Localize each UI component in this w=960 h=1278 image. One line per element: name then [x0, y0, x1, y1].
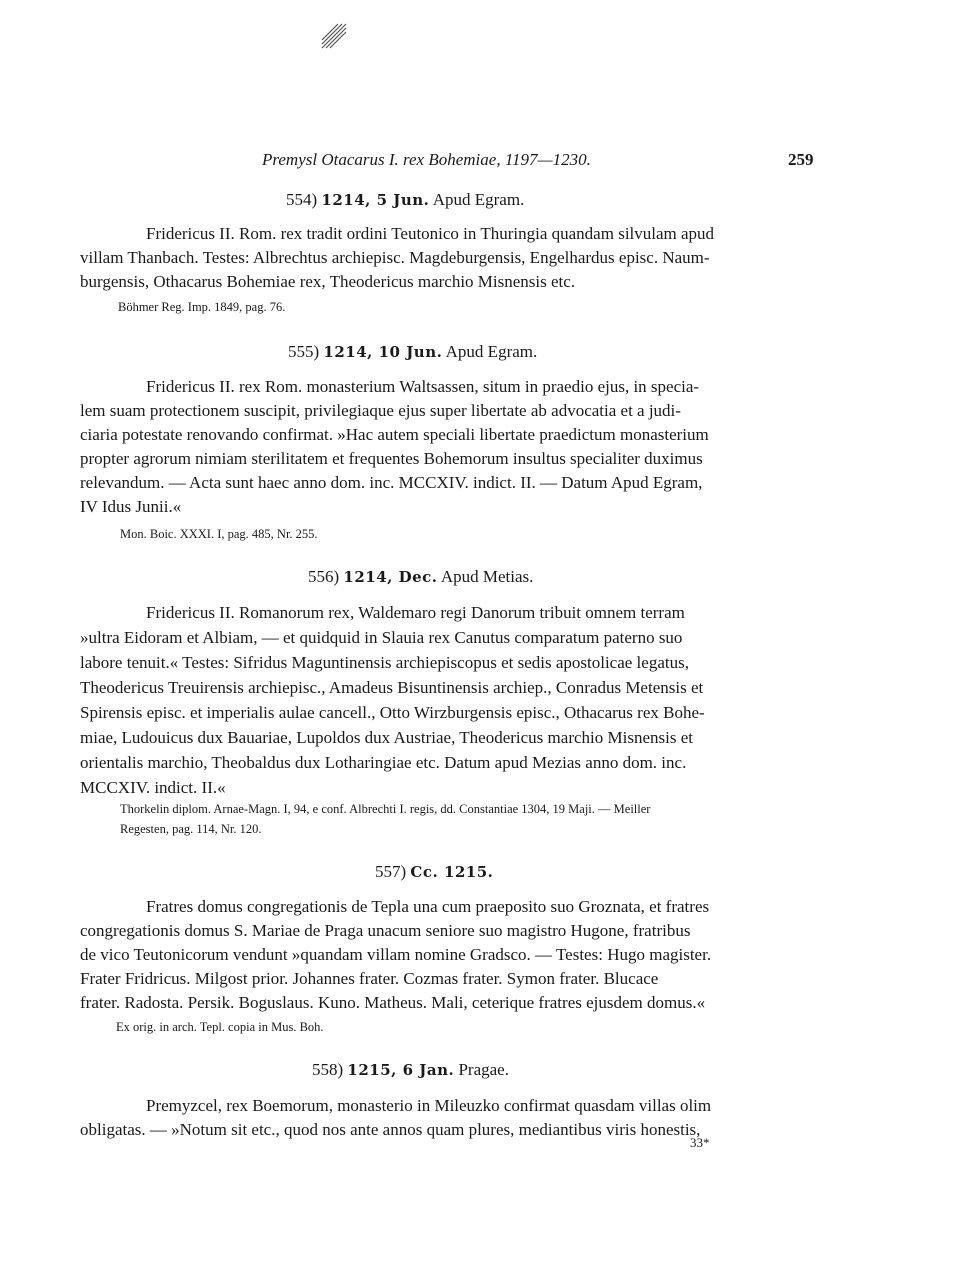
- signature-mark: 33*: [690, 1135, 710, 1150]
- text-line: labore tenuit.« Testes: Sifridus Maguntinensis archiepiscopus et sedis apostolicae legatus,: [80, 653, 689, 672]
- text-line: Frater Fridricus. Milgost prior. Johannes frater. Cozmas frater. Symon frater. Blucace: [80, 969, 659, 988]
- text-line: orientalis marchio, Theobaldus dux Lotharingiae etc. Datum apud Mezias anno dom. inc.: [80, 753, 687, 772]
- text-line: IV Idus Junii.«: [80, 497, 182, 516]
- source-citation: Böhmer Reg. Imp. 1849, pag. 76.: [118, 300, 286, 314]
- text-line: congregationis domus S. Mariae de Praga unacum seniore suo magistro Hugone, fratribus: [80, 921, 691, 940]
- source-citation: Mon. Boic. XXXI. I, pag. 485, Nr. 255.: [120, 527, 318, 541]
- text-line: miae, Ludouicus dux Bauariae, Lupoldos dux Austriae, Theodericus marchio Misnensis et: [80, 728, 693, 747]
- text-line: Fratres domus congregationis de Tepla una cum praeposito suo Groznata, et fratres: [146, 897, 710, 916]
- text-line: relevandum. — Acta sunt haec anno dom. inc. MCCXIV. indict. II. — Datum Apud Egram,: [80, 473, 703, 492]
- text-line: ciaria potestate renovando confirmat. »Hac autem speciali libertate praedictum monasterium: [80, 425, 709, 444]
- page-number: 259: [788, 150, 814, 169]
- entry-heading: 558) 1215, 6 Jan. Pragae.: [312, 1060, 509, 1079]
- text-line: de vico Teutonicorum vendunt »quandam villam nomine Gradsco. — Testes: Hugo magister.: [80, 945, 712, 964]
- text-line: Theodericus Treuirensis archiepisc., Amadeus Bisuntinensis archiep., Conradus Metensis et: [80, 678, 704, 697]
- text-line: MCCXIV. indict. II.«: [80, 778, 226, 797]
- text-line: Fridericus II. Romanorum rex, Waldemaro regi Danorum tribuit omnem terram: [146, 603, 685, 622]
- library-stamp: [318, 20, 350, 52]
- source-citation: Ex orig. in arch. Tepl. copia in Mus. Boh.: [116, 1020, 324, 1034]
- text-line: propter agrorum nimiam sterilitatem et frequentes Bohemorum insultus specialiter duximus: [80, 449, 703, 468]
- source-citation: Regesten, pag. 114, Nr. 120.: [120, 822, 262, 836]
- text-line: burgensis, Othacarus Bohemiae rex, Theodericus marchio Misnensis etc.: [80, 272, 576, 291]
- text-line: obligatas. — »Notum sit etc., quod nos ante annos quam plures, mediantibus viris honestis,: [80, 1120, 701, 1139]
- text-line: Premyzcel, rex Boemorum, monasterio in Mileuzko confirmat quasdam villas olim: [146, 1096, 712, 1115]
- text-line: villam Thanbach. Testes: Albrechtus archiepisc. Magdeburgensis, Engelhardus episc. Naum-: [80, 248, 710, 267]
- entry-heading: 555) 1214, 10 Jun. Apud Egram.: [288, 342, 538, 361]
- text-line: Fridericus II. Rom. rex tradit ordini Teutonico in Thuringia quandam silvulam apud: [146, 224, 715, 243]
- text-line: Spirensis episc. et imperialis aulae cancell., Otto Wirzburgensis episc., Othacarus rex Bohe-: [80, 703, 705, 722]
- entry-heading: 557) Cc. 1215.: [375, 862, 494, 881]
- text-line: »ultra Eidoram et Albiam, — et quidquid in Slauia rex Canutus comparatum paterno suo: [80, 628, 683, 647]
- running-title: Premysl Otacarus I. rex Bohemiae, 1197—1230.: [262, 150, 591, 169]
- source-citation: Thorkelin diplom. Arnae-Magn. I, 94, e conf. Albrechti I. regis, dd. Constantiae 1304, 19 Maji. — Meiller: [120, 802, 651, 816]
- text-line: lem suam protectionem suscipit, privilegiaque ejus super libertate ab advocatia et a judi-: [80, 401, 681, 420]
- text-line: frater. Radosta. Persik. Boguslaus. Kuno. Matheus. Mali, ceterique fratres ejusdem domus.«: [80, 993, 706, 1012]
- text-line: Fridericus II. rex Rom. monasterium Waltsassen, situm in praedio ejus, in specia-: [146, 377, 700, 396]
- entry-heading: 556) 1214, Dec. Apud Metias.: [308, 567, 534, 586]
- entry-heading: 554) 1214, 5 Jun. Apud Egram.: [286, 190, 525, 209]
